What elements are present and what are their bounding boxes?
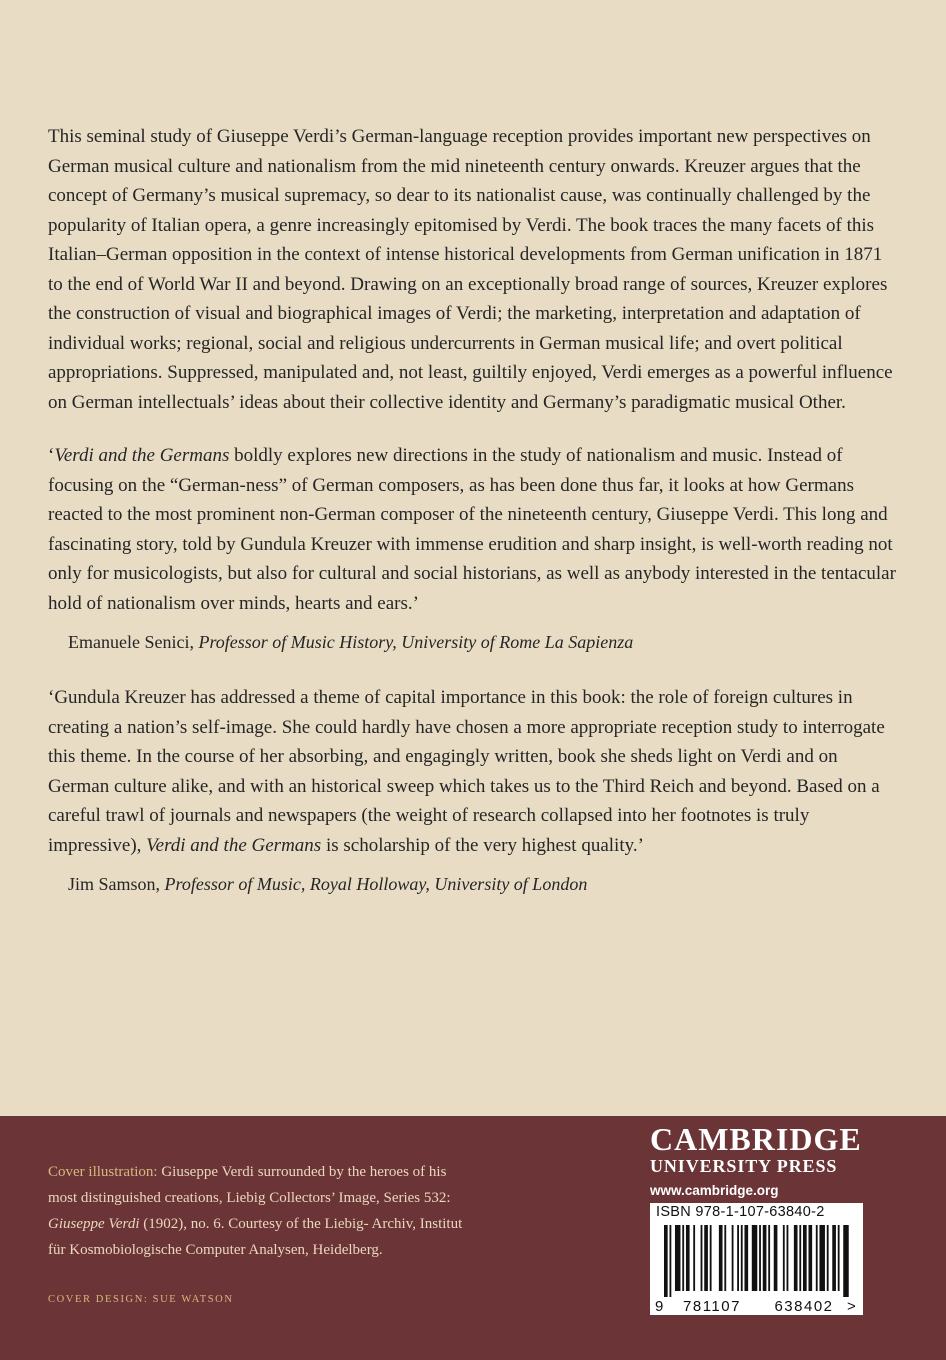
- barcode-bar: [816, 1225, 818, 1291]
- review-quote-2: [48, 683, 898, 860]
- quote-open-mark: ‘: [48, 445, 55, 466]
- reviewer-name: Jim Samson,: [68, 874, 165, 894]
- barcode-bar: [719, 1225, 723, 1291]
- barcode-bar: [774, 1225, 778, 1291]
- publisher-name: CAMBRIDGE: [650, 1121, 862, 1157]
- book-title-italic: Verdi and the Germans: [54, 445, 230, 466]
- review-attribution-2: [68, 870, 898, 898]
- barcode-first-digit: 9: [655, 1298, 664, 1315]
- barcode-bar: [732, 1225, 734, 1291]
- barcode-bar: [664, 1225, 668, 1297]
- credit-text: Giuseppe Verdi surrounded by the heroes of his most distinguished creations, Liebig Collectors’ Image, Series 532:: [48, 1164, 451, 1206]
- barcode-bar: [682, 1225, 684, 1291]
- book-title-italic: Verdi and the Germans: [146, 834, 322, 856]
- barcode-bar: [827, 1225, 829, 1291]
- barcode-bar: [783, 1225, 785, 1291]
- barcode-bar: [799, 1225, 801, 1291]
- barcode-bar: [701, 1225, 703, 1291]
- barcode-bar: [693, 1225, 695, 1291]
- review-quote-2-text: ‘Gundula Kreuzer has addressed a theme of capital importance in this book: the role of foreign cultures in creating a nation’s self-image. She could hardly have chosen a more appropriate reception study to interrogate this theme. In the course of her absorbing, and engagingly written, book she sheds light on Verdi and on German culture alike, and with an historical sweep which takes us to the Third Reich and beyond. Based on a careful trawl of journals and newspapers (the weight of research collapsed into her footnotes is truly impressive),: [48, 687, 885, 856]
- review-quote-2-end: is scholarship of the very highest quality.’: [321, 834, 644, 856]
- barcode-bar: [787, 1225, 789, 1291]
- publisher-press: UNIVERSITY PRESS: [650, 1156, 838, 1176]
- book-description: This seminal study of Giuseppe Verdi’s German-language reception provides important new perspectives on German musical culture and nationalism from the mid nineteenth century onwards. Kreuzer argues that the concept of Germany’s musical supremacy, so dear to its nationalist cause, was continually challenged by the popularity of Italian opera, a genre increasingly epitomised by Verdi. The book traces the many facets of this Italian–German opposition in the context of intense historical developments from German unification in 1871 to the end of World War II and beyond. Drawing on an exceptionally broad range of sources, Kreuzer explores the construction of visual and biographical images of Verdi; the marketing, interpretation and adaptation of individual works; regional, social and religious undercurrents in German musical life; and overt political appropriations. Suppressed, manipulated and, not least, guiltily enjoyed, Verdi emerges as a powerful influence on German intellectuals’ ideas about their collective identity and Germany’s paradigmatic musical Other.: [48, 126, 893, 413]
- barcode-bar: [744, 1225, 748, 1291]
- barcode-bar: [710, 1225, 712, 1291]
- barcode-bar: [752, 1225, 757, 1291]
- barcode-bar: [794, 1225, 798, 1291]
- barcode-bar: [759, 1225, 761, 1291]
- review-quote-1: [48, 441, 898, 618]
- barcode-bar: [675, 1225, 680, 1291]
- barcode-bar: [832, 1225, 836, 1291]
- barcode-bar: [819, 1225, 824, 1291]
- cover-design-credit: [48, 1294, 234, 1305]
- review-attribution-1: [68, 628, 898, 656]
- reviewer-affiliation: Professor of Music, Royal Holloway, University of London: [164, 874, 588, 894]
- back-cover-text: [48, 122, 898, 925]
- barcode-bar: [704, 1225, 708, 1291]
- barcode-left-digits: 781107: [683, 1298, 741, 1315]
- barcode-right-digits: 638402: [774, 1298, 834, 1315]
- credit-text-end: (1902), no. 6. Courtesy of the Liebig- Archiv, Institut für Kosmobiologische Computer Analysen, Heidelberg.: [48, 1216, 463, 1258]
- reviewer-affiliation: Professor of Music History, University of Rome La Sapienza: [198, 632, 634, 652]
- reviewer-name: Emanuele Senici,: [68, 632, 199, 652]
- barcode-panel: [650, 1203, 863, 1315]
- barcode-bar: [838, 1225, 840, 1291]
- barcode-bar: [669, 1225, 671, 1297]
- barcode-bar: [768, 1225, 770, 1291]
- barcode-bar: [763, 1225, 767, 1291]
- credit-title: Giuseppe Verdi: [48, 1216, 140, 1232]
- barcode-bar: [808, 1225, 812, 1291]
- barcode-bar: [803, 1225, 807, 1291]
- cover-illustration-credit: [48, 1159, 478, 1263]
- barcode-image: [650, 1203, 863, 1315]
- barcode-bar: [724, 1225, 726, 1291]
- isbn-number: ISBN 978-1-107-63840-2: [656, 1204, 825, 1220]
- review-quote-1-text: boldly explores new directions in the study of nationalism and music. Instead of focusing on the “German-ness” of German composers, as has been done thus far, it looks at how Germans reacted to the most prominent non-German composer of the nineteenth century, Giuseppe Verdi. This long and fascinating story, told by Gundula Kreuzer with immense erudition and sharp insight, is well-worth reading not only for musicologists, but also for cultural and social historians, as well as anybody interested in the tentacular hold of nationalism over minds, hearts and ears.’: [48, 445, 896, 614]
- publisher-logo: [650, 1121, 870, 1201]
- cover-design-label: COVER DESIGN:: [48, 1294, 149, 1305]
- cover-designer-name: SUE WATSON: [152, 1294, 234, 1305]
- barcode-arrow: >: [847, 1298, 856, 1315]
- publisher-website: www.cambridge.org: [650, 1183, 779, 1198]
- barcode-bar: [843, 1225, 848, 1297]
- barcode-bar: [741, 1225, 743, 1291]
- credit-label: Cover illustration:: [48, 1164, 158, 1180]
- barcode-bar: [737, 1225, 739, 1291]
- barcode-bar: [686, 1225, 690, 1291]
